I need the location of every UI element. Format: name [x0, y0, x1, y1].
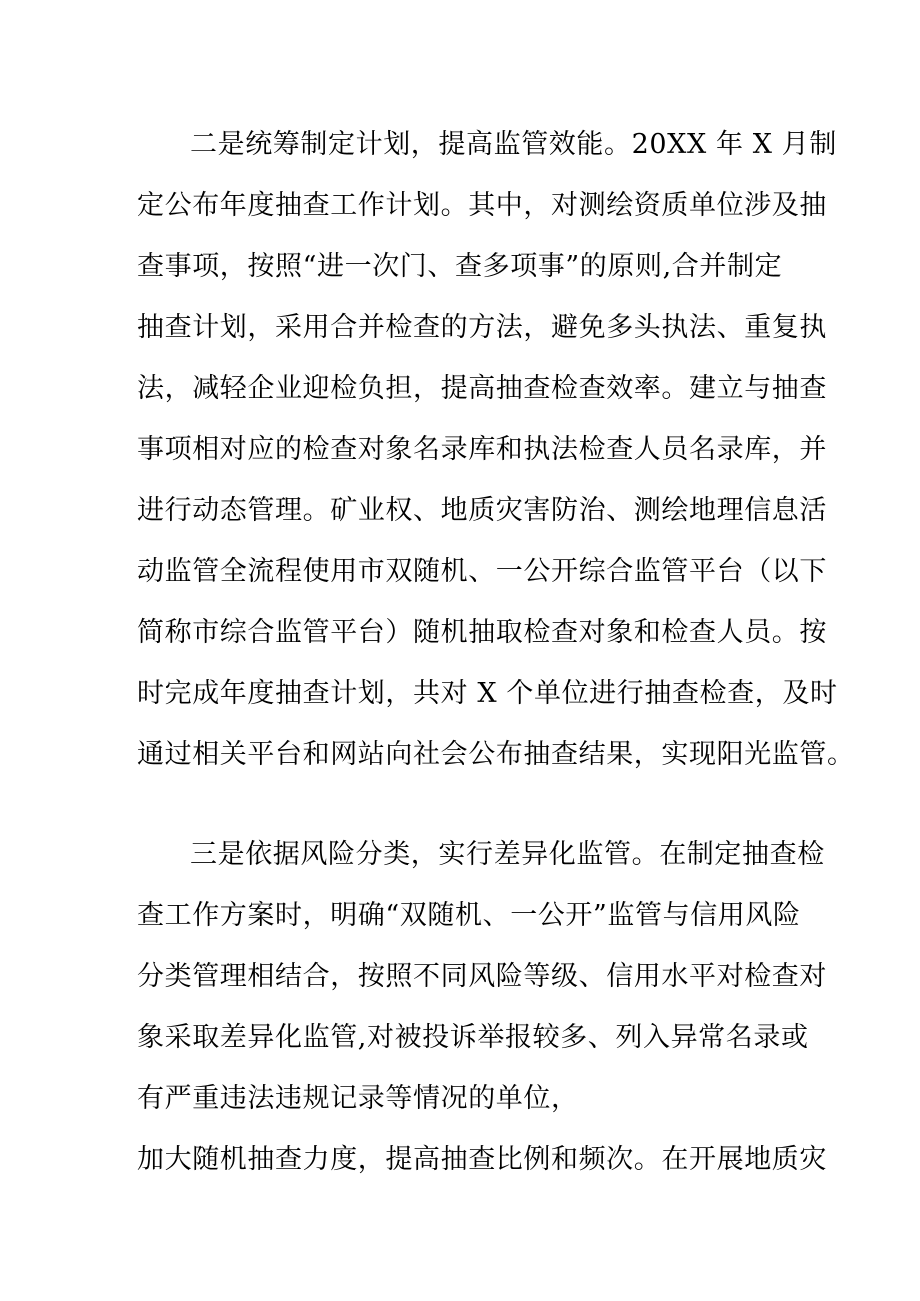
paragraph-1-line-4: 抽查计划，采用合并检查的方法，避免多头执法、重复执 [137, 312, 827, 343]
paragraph-1-line-5: 法，减轻企业迎检负担，提高抽查检查效率。建立与抽查 [137, 373, 827, 404]
paragraph-1-line-8: 动监管全流程使用市双随机、一公开综合监管平台（以下 [137, 556, 827, 587]
paragraph-2-line-2: 查工作方案时，明确“双随机、一公开”监管与信用风险 [137, 900, 801, 931]
paragraph-1-line-1: 二是统筹制定计划，提高监管效能。20XX 年 X 月制 [190, 129, 837, 160]
paragraph-1-line-6: 事项相对应的检查对象名录库和执法检查人员名录库，并 [137, 434, 827, 465]
paragraph-2-line-5: 有严重违法违规记录等情况的单位， [137, 1083, 579, 1114]
paragraph-1-line-7: 进行动态管理。矿业权、地质灾害防治、测绘地理信息活 [137, 495, 827, 526]
paragraph-1-line-3: 查事项，按照“进一次门、查多项事”的原则,合并制定 [137, 251, 783, 282]
paragraph-2-line-6: 加大随机抽查力度，提高抽查比例和频次。在开展地质灾 [137, 1144, 827, 1175]
paragraph-1-line-2: 定公布年度抽查工作计划。其中，对测绘资质单位涉及抽 [137, 190, 827, 221]
paragraph-2-line-1: 三是依据风险分类，实行差异化监管。在制定抽查检 [190, 839, 825, 870]
paragraph-2-line-3: 分类管理相结合，按照不同风险等级、信用水平对检查对 [137, 961, 827, 992]
paragraph-1-line-9: 简称市综合监管平台）随机抽取检查对象和检查人员。按 [137, 617, 827, 648]
paragraph-2-line-4: 象采取差异化监管,对被投诉举报较多、列入异常名录或 [137, 1022, 809, 1053]
paragraph-1-line-10: 时完成年度抽查计划，共对 X 个单位进行抽查检查，及时 [137, 678, 838, 709]
paragraph-1-line-11: 通过相关平台和网站向社会公布抽查结果，实现阳光监管。 [137, 739, 855, 770]
